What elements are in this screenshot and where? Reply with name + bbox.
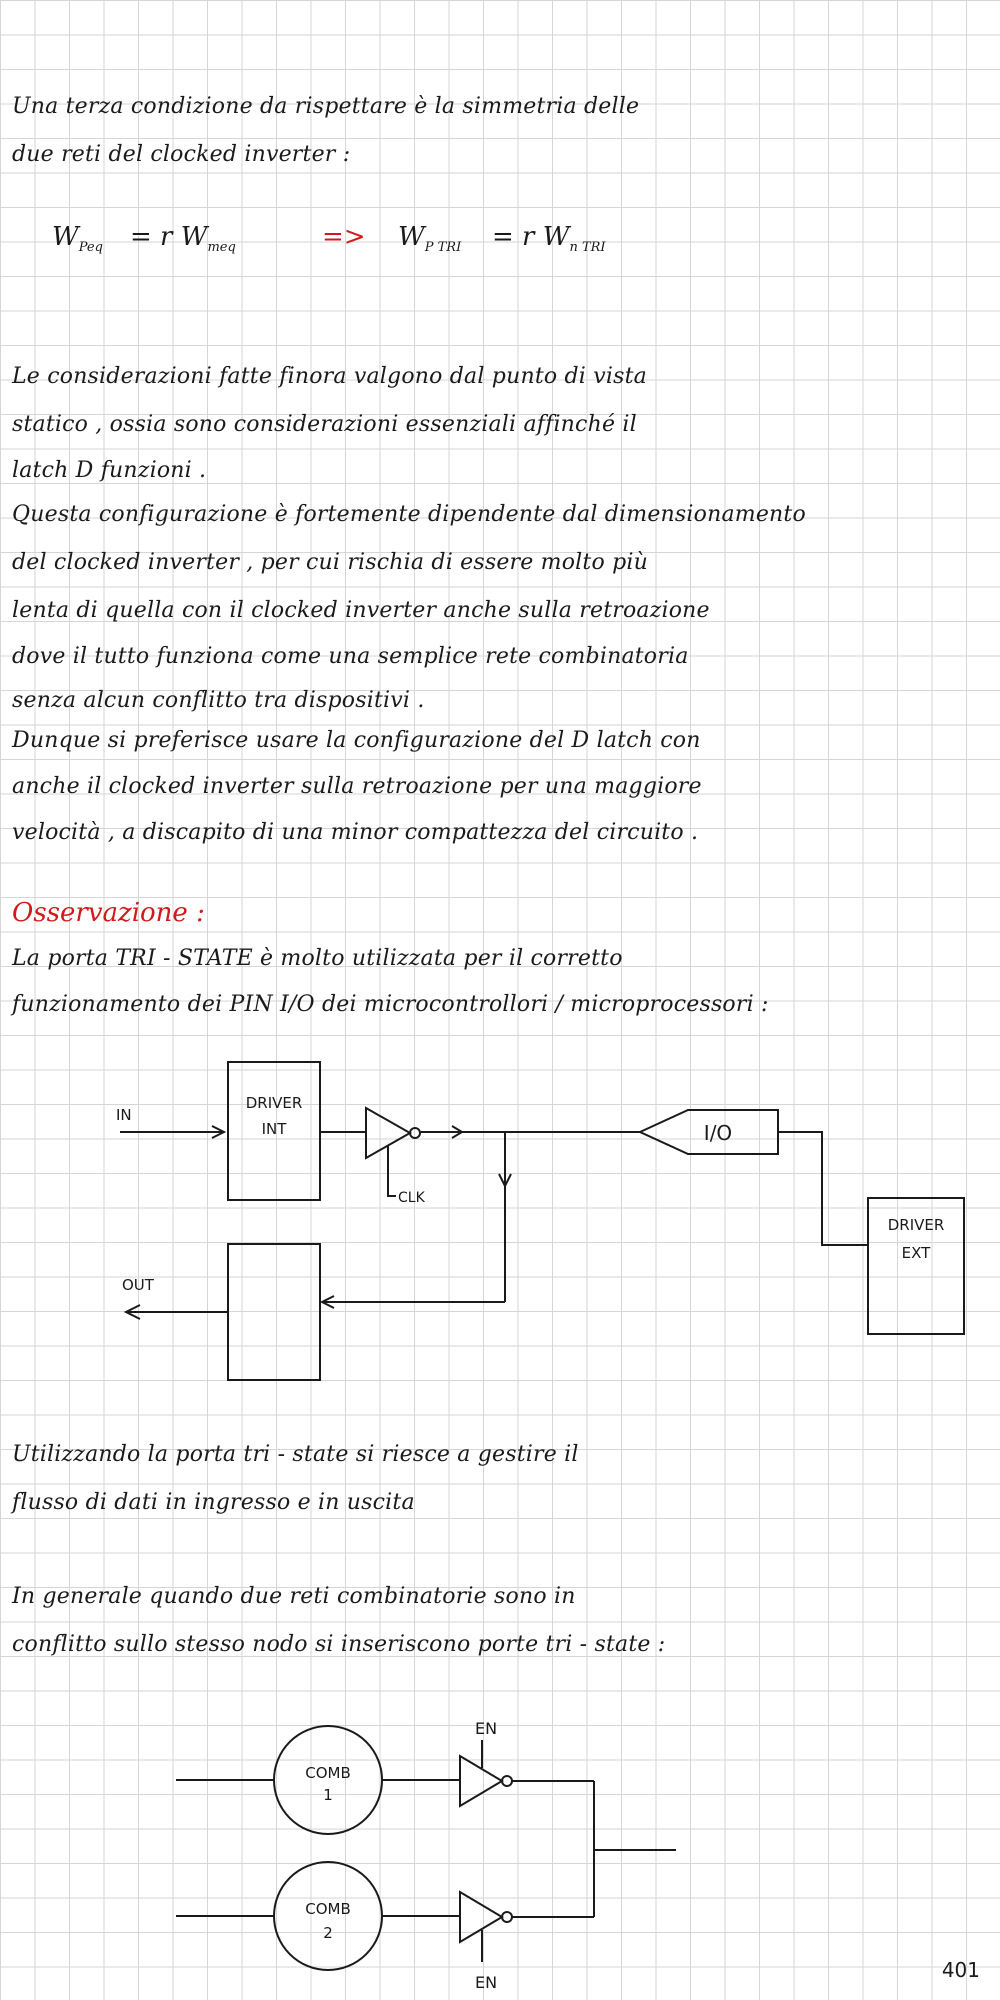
text-config-line-1: Questa configurazione è fortemente dipendente dal dimensionamento: [12, 502, 806, 527]
page-number: 401: [941, 1958, 980, 1982]
text-prefer-line-3: velocità , a discapito di una minor compattezza del circuito .: [12, 820, 699, 845]
comb2-label-2: 2: [323, 1924, 333, 1942]
comb1-label-2: 1: [323, 1786, 333, 1804]
text-config-line-5: senza alcun conflitto tra dispositivi .: [12, 688, 425, 713]
text-static-line-2: statico , ossia sono considerazioni essenziali affinché il: [12, 412, 637, 437]
text-static-line-3: latch D funzioni .: [12, 458, 207, 483]
text-tristate-line-1: Utilizzando la porta tri - state si riesce a gestire il: [12, 1442, 579, 1467]
comb2-label-1: COMB: [305, 1900, 351, 1918]
text-osservazione-line-1: La porta TRI - STATE è molto utilizzata per il corretto: [12, 946, 623, 971]
driver-int-label-2: INT: [261, 1120, 287, 1138]
formula-arrow: =>: [322, 222, 366, 252]
text-prefer-line-2: anche il clocked inverter sulla retroazione per una maggiore: [12, 774, 702, 799]
driver-ext-label-1: DRIVER: [887, 1216, 945, 1234]
io-label: I/O: [703, 1121, 733, 1145]
text-symmetry-line-2: due reti del clocked inverter :: [12, 142, 351, 167]
text-general-line-1: In generale quando due reti combinatorie sono in: [12, 1584, 576, 1609]
text-config-line-3: lenta di quella con il clocked inverter anche sulla retroazione: [12, 598, 710, 623]
text-config-line-2: del clocked inverter , per cui rischia di essere molto più: [12, 550, 648, 575]
text-symmetry-line-1: Una terza condizione da rispettare è la simmetria delle: [12, 94, 640, 119]
text-osservazione-line-2: funzionamento dei PIN I/O dei microcontrollori / microprocessori :: [12, 992, 769, 1017]
en-top-label: EN: [474, 1719, 498, 1738]
text-static-line-1: Le considerazioni fatte finora valgono dal punto di vista: [12, 364, 647, 389]
formula-left-w: $W_{Peq}$: [52, 222, 103, 256]
comb1-label-1: COMB: [305, 1764, 351, 1782]
text-config-line-4: dove il tutto funziona come una semplice rete combinatoria: [12, 644, 689, 669]
text-general-line-2: conflitto sullo stesso nodo si inseriscono porte tri - state :: [12, 1632, 666, 1657]
out-label: OUT: [122, 1276, 154, 1294]
formula-right-eq: = r $W_{n TRI}$: [492, 222, 606, 256]
text-prefer-line-1: Dunque si preferisce usare la configurazione del D latch con: [12, 728, 701, 753]
formula-right-w: $W_{P TRI}$: [398, 222, 462, 256]
driver-ext-label-2: EXT: [901, 1244, 931, 1262]
formula-left-eq: = r $W_{meq}$: [130, 222, 236, 256]
osservazione-title: Osservazione :: [12, 898, 205, 928]
clk-label: CLK: [398, 1190, 425, 1206]
en-bottom-label: EN: [474, 1973, 498, 1992]
driver-int-label-1: DRIVER: [245, 1094, 303, 1112]
text-tristate-line-2: flusso di dati in ingresso e in uscita: [12, 1490, 415, 1515]
in-label: IN: [116, 1106, 132, 1124]
